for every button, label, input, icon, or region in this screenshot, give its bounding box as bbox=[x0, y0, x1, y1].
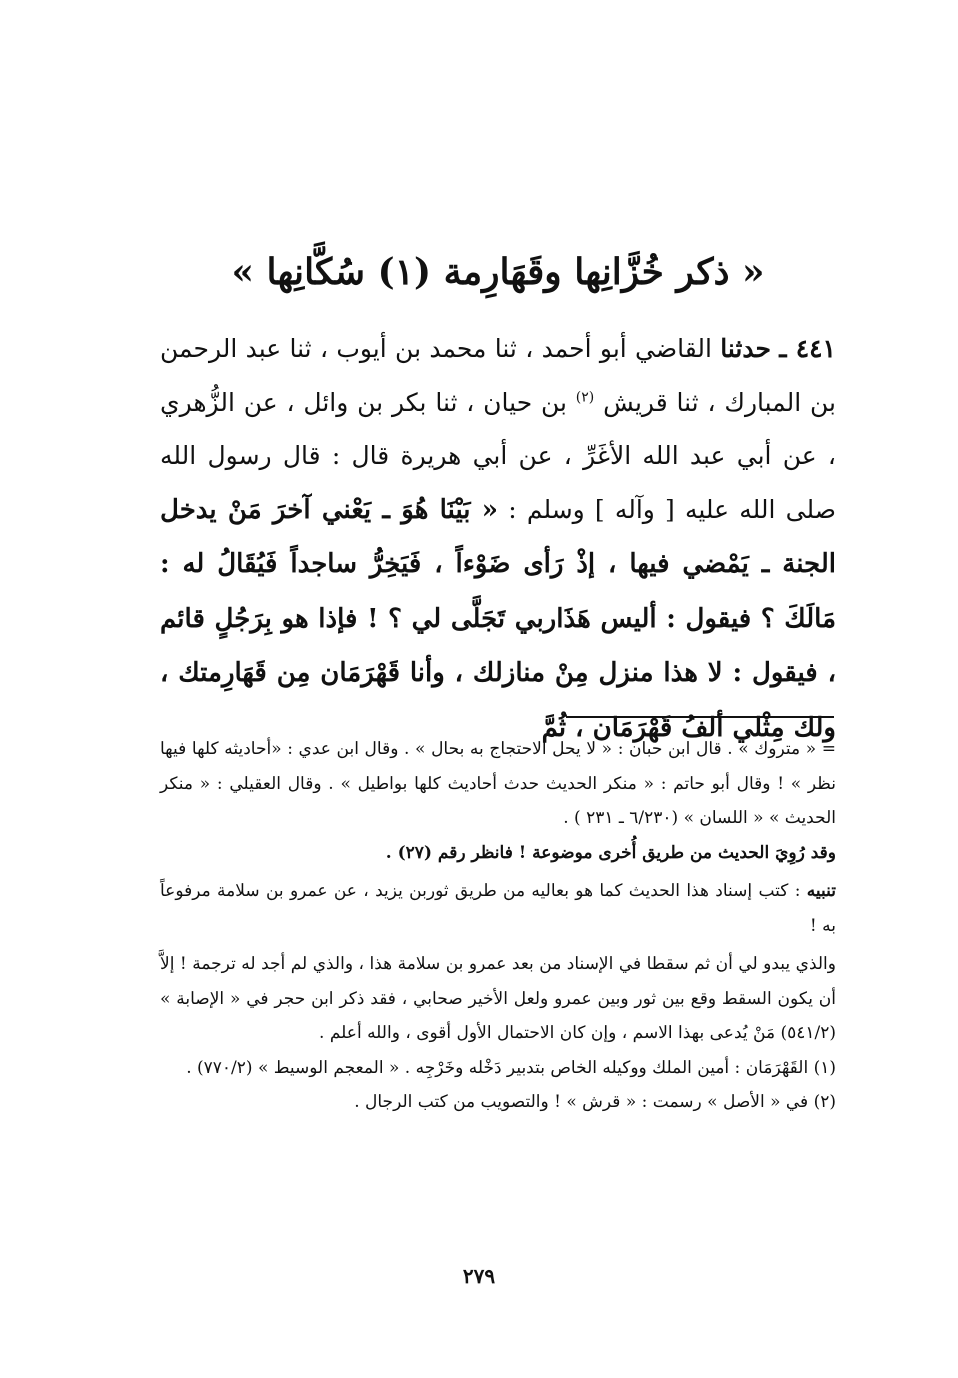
narration-intro: حدثنا bbox=[720, 334, 771, 363]
hadith-matn: « بَيْنَا هُوَ ـ يَعْني آخرَ مَنْ يدخل الجنة ـ يَمْضي فيها ، إذْ رَأى ضَوْءاً ، فَيَخِرُّ ساجداً فَيُقَالُ له : مَالَكَ ؟ فيقول : أليس هَذَاربي تَجَلَّى لي ؟ ! فإذا هو بِرَجُلٍ قائم ، فيقول : لا هذا منزل مِنْ منازلك ، وأنا قَهْرَمَان مِن قَهَارِمتك ، ولك مِثْلي ألفُ قَهْرَمَان ، ثُمَّ bbox=[160, 494, 836, 743]
footnote-2: (٢) في « الأصل » رسمت : « قرش » ! والتصويب من كتب الرجال . bbox=[354, 1092, 836, 1112]
footnote-bold-note: وقد رُوِيَ الحديث من طريق أُخرى موضوعة ! فانظر رقم (٢٧) . bbox=[385, 842, 836, 863]
footnote-continuation: = « متروك » . قال ابن حبان : « لا يحل الاحتجاج به بحال » . وقال ابن عدي : «أحاديثه كلها فيها نظر » ! وقال أبو حاتم : « منكر الحديث حدث أحاديث كلها بواطيل » . وقال العقيلي : « منكر الحديث » « اللسان » (٦/٢٣٠ ـ ٢٣١ ) . bbox=[160, 739, 836, 828]
chapter-title: « ذكر خُزَّانِها وقَهَارِمة (١) سُكَّانِها » bbox=[231, 251, 765, 293]
page-number: ٢٧٩ bbox=[462, 1264, 496, 1288]
footnote-separator bbox=[566, 716, 834, 718]
hadith-number: ٤٤١ ـ bbox=[779, 334, 836, 363]
footnote-1: (١) القَهْرَمَان : أمين الملك ووكيله الخاص بتدبير دَخْله وخَرْجِه . « المعجم الوسيط » (٧٧٠/٢) . bbox=[186, 1057, 836, 1078]
hadith-text bbox=[160, 322, 836, 755]
isnad-part-1: القاضي أبو أحمد ، ثنا محمد بن أيوب ، ثنا عبد الرحمن بن المبارك ، ثنا قريش bbox=[160, 334, 837, 417]
footnote-tanbih bbox=[160, 874, 836, 943]
footnote-reference: (٢) bbox=[575, 389, 595, 406]
tanbih-label: تنبيه bbox=[806, 881, 836, 901]
footnotes-section bbox=[160, 732, 836, 1120]
isnad-part-2: بن حيان ، ثنا بكر بن وائل ، عن الزُّهري ، عن أبي عبد الله الأغَرِّ ، عن أبي هريرة قال : قال رسول الله صلى الله عليه [ وآله ] وسلم : bbox=[160, 387, 837, 524]
footnote-paragraph: والذي يبدو لي أن ثم سقطا في الإسناد من بعد عمرو بن سلامة هذا ، والذي لم أجد له ترجمة ! إلاَّ أن يكون السقط وقع بين ثور وبين عمرو ولعل الأخير صحابي ، فقد ذكر ابن حجر في « الإصابة » (٥٤١/٢) مَنْ يُدعى بهذا الاسم ، وإن كان الاحتمال الأول أقوى ، والله أعلم . bbox=[160, 954, 836, 1043]
tanbih-text: : كتب إسناد هذا الحديث كما هو بعاليه من طريق ثوربن يزيد ، عن عمرو بن سلامة مرفوعاً به ! bbox=[160, 881, 836, 936]
